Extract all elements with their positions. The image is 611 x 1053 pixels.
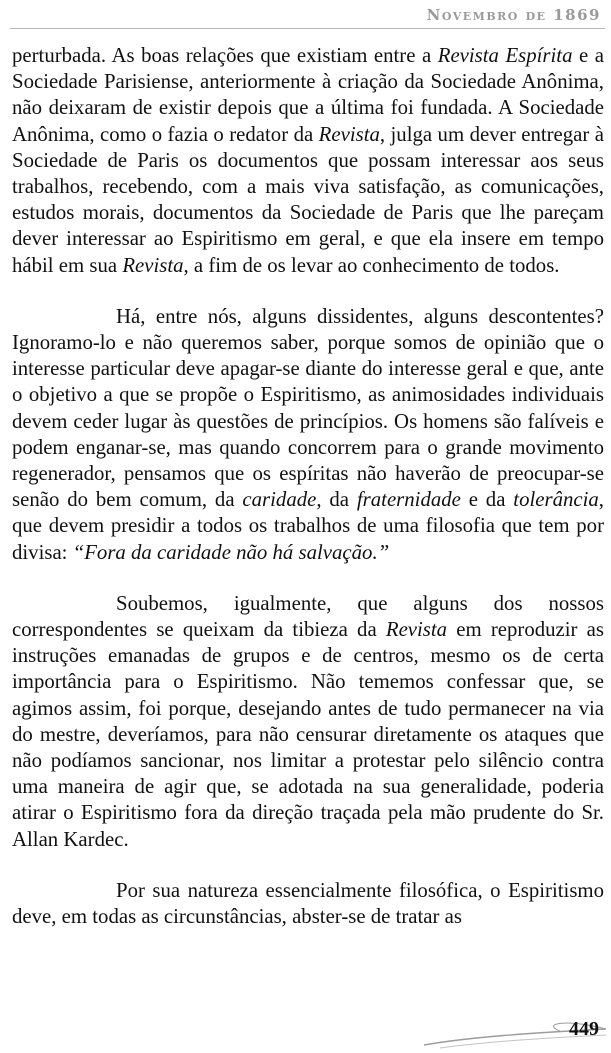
paragraph-2 [12, 304, 604, 566]
emphasis: caridade [242, 488, 317, 512]
text-run: perturbada. As boas relações que existiam entre a [12, 44, 438, 67]
page-number: 449 [569, 1018, 599, 1040]
body-text [12, 43, 604, 955]
emphasis: Revista Espírita [437, 44, 573, 67]
paragraph-3 [12, 591, 604, 853]
text-run: , julga um dever entregar à Sociedade de Paris os documentos que possam interessar aos seus trabalhos, recebendo, com a mais viva satisfação, as comunicações, estudos morais, documentos da Sociedade de Paris que lhe pareçam dever interessar ao Espiritismo em geral, e que ela insere em tempo hábil em sua [12, 122, 605, 277]
emphasis: Revista [318, 122, 380, 146]
paragraph-4 [12, 878, 604, 930]
text-run: e da [460, 488, 514, 512]
text-run: em reproduzir as instruções emanadas de grupos e de centros, mesmo os de certa importância para o Espiritismo. Não tememos confessar que, se agimos assim, foi porque, desejando antes de tudo permanecer na via do mestre, deveríamos, para não censurar diretamente os ataques que não podíamos sancionar, nos limitar a protestar pelo silêncio contra uma maneira de agir que, se adotada na sua generalidade, poderia atirar o Espiritismo fora da direção traçada pela mão prudente do Sr. Allan Kardec. [12, 618, 604, 851]
text-run: Há, entre nós, alguns dissidentes, alguns descontentes? Ignoramo-lo e não queremos saber, porque somos de opinião que o interesse particular deve apagar-se diante do interesse geral e que, ante o objetivo a que se propõe o Espiritismo, as animosidades individuais devem ceder lugar às questões de princípios. Os homens são falíveis e podem enganar-se, mas quando concorrem para o grande movimento regenerador, pensamos que os espíritas não haverão de preocupar-se senão do bem comum, da [12, 304, 604, 512]
running-header: Novembro de 1869 [426, 6, 601, 24]
paragraph-1 [12, 43, 604, 279]
text-run: , da [316, 488, 357, 512]
text-run: , a fim de os levar ao conhecimento de todos. [183, 253, 560, 277]
emphasis: Revista [385, 618, 448, 642]
header-rule [10, 28, 605, 29]
text-run: Por sua natureza essencialmente filosófica, o Espiritismo deve, em todas as circunstâncias, abster-se de tratar as [12, 878, 604, 929]
emphasis: fraternidade [356, 488, 461, 512]
emphasis: Revista [122, 253, 184, 277]
text-run: , que devem presidir a todos os trabalhos de uma filosofia que tem por divisa: [12, 488, 604, 564]
emphasis: tolerância [513, 488, 599, 512]
text-run: Soubemos, igualmente, que alguns dos nossos correspondentes se queixam da tibieza da [12, 591, 604, 642]
emphasis: “Fora da caridade não há salvação.” [72, 540, 390, 564]
text-run: e a Sociedade Parisiense, anteriormente à criação da Sociedade Anônima, não deixaram de existir depois que a última foi fundada. A Sociedade Anônima, como o fazia o redator da [12, 44, 604, 146]
